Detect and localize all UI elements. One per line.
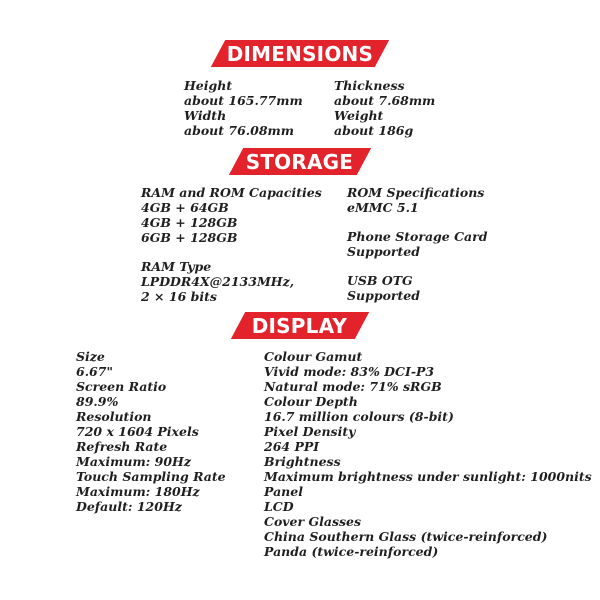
dimensions-banner [211, 40, 389, 67]
spec-label: Phone Storage Card [347, 229, 488, 244]
spec-value: eMMC 5.1 [347, 200, 419, 215]
spec-label: Width [184, 108, 227, 123]
spec-label: Refresh Rate [76, 439, 168, 454]
storage-banner [229, 148, 371, 175]
spec-value: 4GB + 64GB [141, 200, 229, 215]
spec-value: 6.67" [76, 364, 113, 379]
spec-label: Panel [264, 484, 303, 499]
dimensions-left-column [184, 78, 303, 138]
dimensions-right-column [334, 78, 435, 138]
storage-left-column [141, 185, 322, 304]
spec-label: Brightness [264, 454, 341, 469]
spec-value: 89.9% [76, 394, 119, 409]
spec-label: Cover Glasses [264, 514, 362, 529]
spec-value: Panda (twice-reinforced) [264, 544, 439, 559]
spec-value: China Southern Glass (twice-reinforced) [264, 529, 548, 544]
spec-value: 6GB + 128GB [141, 230, 238, 245]
spec-label: Colour Gamut [264, 349, 363, 364]
spec-label: Height [184, 78, 233, 93]
spec-label: Pixel Density [264, 424, 356, 439]
spec-value: 4GB + 128GB [141, 215, 238, 230]
spacer [141, 245, 322, 259]
spacer [347, 215, 487, 229]
spec-value: about 76.08mm [184, 123, 294, 138]
spec-value: Maximum: 90Hz [76, 454, 191, 469]
spec-value: Maximum: 180Hz [76, 484, 200, 499]
spec-value: 720 x 1604 Pixels [76, 424, 199, 439]
spec-value: Default: 120Hz [76, 499, 182, 514]
storage-right-column [347, 185, 487, 303]
spacer [347, 259, 487, 273]
spec-label: Touch Sampling Rate [76, 469, 226, 484]
spec-value: LCD [264, 499, 294, 514]
spec-value: about 186g [334, 123, 414, 138]
spec-value: Maximum brightness under sunlight: 1000nits [264, 469, 592, 484]
spec-value: about 165.77mm [184, 93, 303, 108]
spec-label: Thickness [334, 78, 405, 93]
display-banner [231, 312, 369, 339]
spec-value: Supported [347, 244, 420, 259]
spec-value: Supported [347, 288, 420, 303]
spec-label: Weight [334, 108, 384, 123]
spec-value: 264 PPI [264, 439, 320, 454]
spec-label: Resolution [76, 409, 152, 424]
spec-value: about 7.68mm [334, 93, 436, 108]
spec-value: 2 × 16 bits [141, 289, 217, 304]
spec-label: USB OTG [347, 273, 413, 288]
dimensions-title: DIMENSIONS [226, 41, 374, 66]
spec-label: Size [76, 349, 105, 364]
spec-label: ROM Specifications [347, 185, 485, 200]
display-left-column [76, 349, 226, 514]
spec-label: Colour Depth [264, 394, 358, 409]
spec-label: RAM Type [141, 259, 212, 274]
display-title: DISPLAY [252, 313, 348, 338]
spec-value: 16.7 million colours (8-bit) [264, 409, 454, 424]
spec-value: Vivid mode: 83% DCI-P3 [264, 364, 435, 379]
spec-label: RAM and ROM Capacities [141, 185, 322, 200]
display-right-column [264, 349, 592, 559]
spec-value: Natural mode: 71% sRGB [264, 379, 442, 394]
spec-label: Screen Ratio [76, 379, 167, 394]
storage-title: STORAGE [246, 149, 354, 174]
spec-value: LPDDR4X@2133MHz, [141, 274, 295, 289]
